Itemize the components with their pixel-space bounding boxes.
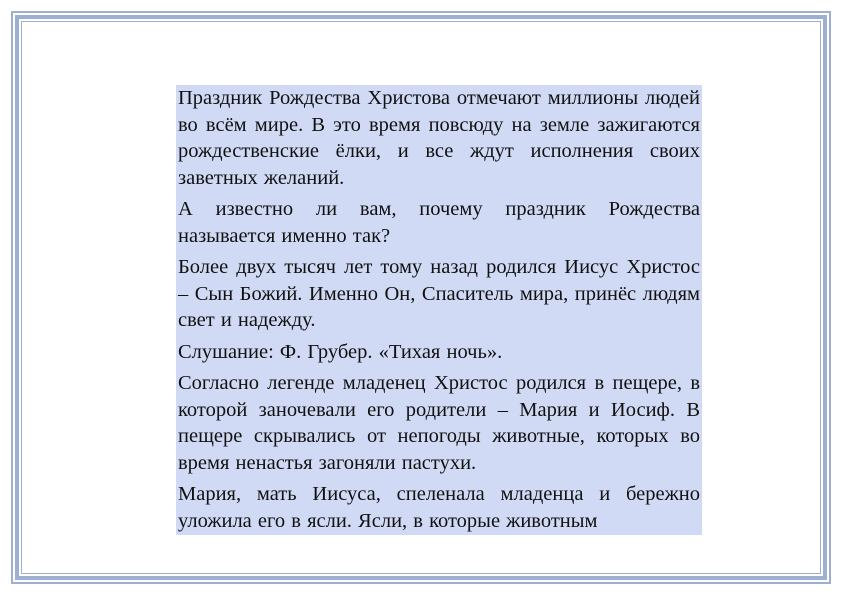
paragraph-question: А известно ли вам, почему праздник Рождества называется именно так? [178,198,700,247]
text-block [176,85,702,535]
paragraph-intro: Праздник Рождества Христова отмечают миллионы людей во всём мире. В это время повсюду на земле зажигаются рождественские ёлки, и все ждут исполнения своих заветных желаний. [178,87,700,189]
paragraph-birth: Более двух тысяч лет тому назад родился Иисус Христос – Сын Божий. Именно Он, Спаситель мира, принёс людям свет и надежду. [178,256,700,331]
paragraph-listening: Слушание: Ф. Грубер. «Тихая ночь». [178,340,503,363]
paragraph-manger: Мария, мать Иисуса, спеленала младенца и бережно уложила его в ясли. Ясли, в которые животным [178,483,700,532]
paragraph-legend: Согласно легенде младенец Христос родился в пещере, в которой заночевали его родители – Мария и Иосиф. В пещере скрывались от непогоды животные, которых во время ненастья загоняли пастухи. [178,372,700,474]
